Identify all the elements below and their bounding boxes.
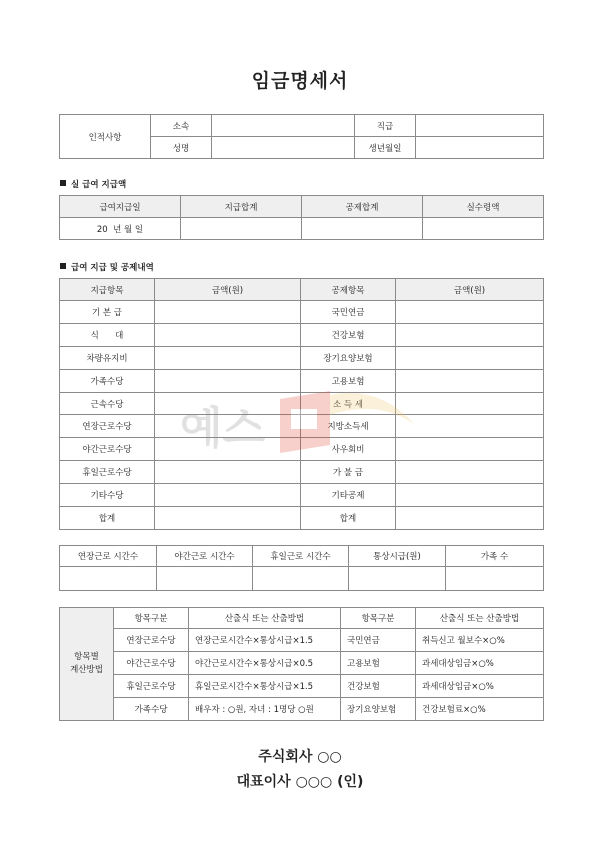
- pay-item-label: 차량유지비: [60, 346, 155, 369]
- header-pay-item: 지급항목: [60, 279, 155, 301]
- night-hours-field[interactable]: [157, 567, 253, 591]
- family-count-field[interactable]: [446, 567, 544, 591]
- deduction-item-label: 장기요양보험: [301, 346, 396, 369]
- affiliation-field[interactable]: [212, 115, 355, 137]
- section-details-title: 급여 지급 및 공제내역: [60, 261, 154, 273]
- deduction-item-label: 기타공제: [301, 484, 396, 507]
- deduction-amount-field[interactable]: [396, 461, 544, 484]
- deduction-item-label: 소 득 세: [301, 392, 396, 415]
- header-pay-date: 급여지급일: [60, 196, 181, 218]
- pay-total-label: 합계: [60, 507, 155, 530]
- net-pay-field[interactable]: [423, 218, 544, 240]
- section-net-pay-title: 실 급여 지급액: [60, 178, 126, 190]
- deduction-amount-field[interactable]: [396, 415, 544, 438]
- company-name: 주식회사 ○○: [258, 749, 342, 765]
- calc-formula: 야간근로시간수×통상시급×0.5: [189, 652, 341, 675]
- calc-item-label: 휴일근로수당: [114, 675, 189, 698]
- svg-text:예스: 예스: [180, 403, 266, 454]
- pay-item-label: 식 대: [60, 323, 155, 346]
- header-item-category: 항목구분: [341, 608, 416, 629]
- affiliation-label: 소속: [151, 115, 212, 137]
- total-deduction-field[interactable]: [302, 218, 423, 240]
- deduction-total-label: 합계: [301, 507, 396, 530]
- deduction-amount-field[interactable]: [396, 323, 544, 346]
- calc-formula: 배우자 : ○원, 자녀 : 1명당 ○원: [189, 698, 341, 721]
- work-hours-table: [59, 545, 544, 591]
- header-deduction-amount: 금액(원): [396, 279, 544, 301]
- calc-formula: 취득신고 월보수×○%: [416, 629, 544, 652]
- overtime-hours-field[interactable]: [60, 567, 157, 591]
- position-field[interactable]: [416, 115, 544, 137]
- hourly-wage-field[interactable]: [349, 567, 446, 591]
- personal-info-header: 인적사항: [60, 115, 151, 159]
- header-item-category: 항목구분: [114, 608, 189, 629]
- deduction-amount-field[interactable]: [396, 392, 544, 415]
- pay-item-label: 야간근로수당: [60, 438, 155, 461]
- pay-details-table: [59, 278, 544, 530]
- deduction-amount-field[interactable]: [396, 301, 544, 324]
- pay-item-label: 근속수당: [60, 392, 155, 415]
- calc-item-label: 국민연금: [341, 629, 416, 652]
- pay-amount-field[interactable]: [155, 346, 301, 369]
- calc-formula: 건강보험료×○%: [416, 698, 544, 721]
- deduction-item-label: 고용보험: [301, 369, 396, 392]
- deduction-item-label: 국민연금: [301, 301, 396, 324]
- total-pay-field[interactable]: [181, 218, 302, 240]
- name-label: 성명: [151, 137, 212, 159]
- calc-item-label: 가족수당: [114, 698, 189, 721]
- holiday-hours-field[interactable]: [253, 567, 349, 591]
- deduction-amount-field[interactable]: [396, 369, 544, 392]
- deduction-total-field[interactable]: [396, 507, 544, 530]
- deduction-amount-field[interactable]: [396, 484, 544, 507]
- calc-item-label: 고용보험: [341, 652, 416, 675]
- header-total-deduction: 공제합계: [302, 196, 423, 218]
- header-formula: 산출식 또는 산출방법: [189, 608, 341, 629]
- birthdate-field[interactable]: [416, 137, 544, 159]
- square-bullet-icon: [60, 263, 66, 269]
- pay-amount-field[interactable]: [155, 323, 301, 346]
- net-pay-table: [59, 195, 544, 240]
- name-field[interactable]: [212, 137, 355, 159]
- header-net-pay: 실수령액: [423, 196, 544, 218]
- pay-date-value[interactable]: 20 년 월 일: [60, 218, 181, 240]
- header-total-pay: 지급합계: [181, 196, 302, 218]
- calc-item-label: 장기요양보험: [341, 698, 416, 721]
- deduction-item-label: 건강보험: [301, 323, 396, 346]
- deduction-item-label: 가 불 금: [301, 461, 396, 484]
- calc-formula: 연장근로시간수×통상시급×1.5: [189, 629, 341, 652]
- calc-formula: 과세대상임금×○%: [416, 675, 544, 698]
- pay-item-label: 기타수당: [60, 484, 155, 507]
- header-deduction-item: 공제항목: [301, 279, 396, 301]
- pay-item-label: 휴일근로수당: [60, 461, 155, 484]
- pay-amount-field[interactable]: [155, 438, 301, 461]
- header-formula: 산출식 또는 산출방법: [416, 608, 544, 629]
- position-label: 직급: [355, 115, 416, 137]
- calc-method-header: 항목별 계산방법: [60, 608, 114, 721]
- header-family-count: 가족 수: [446, 546, 544, 567]
- pay-amount-field[interactable]: [155, 369, 301, 392]
- deduction-amount-field[interactable]: [396, 438, 544, 461]
- birthdate-label: 생년월일: [355, 137, 416, 159]
- pay-amount-field[interactable]: [155, 415, 301, 438]
- header-pay-amount: 금액(원): [155, 279, 301, 301]
- calc-item-label: 건강보험: [341, 675, 416, 698]
- calc-formula: 과세대상임금×○%: [416, 652, 544, 675]
- header-hourly-wage: 통상시급(원): [349, 546, 446, 567]
- pay-item-label: 기 본 급: [60, 301, 155, 324]
- calc-item-label: 연장근로수당: [114, 629, 189, 652]
- deduction-item-label: 지방소득세: [301, 415, 396, 438]
- pay-amount-field[interactable]: [155, 392, 301, 415]
- personal-info-table: [59, 114, 544, 159]
- calc-formula: 휴일근로시간수×통상시급×1.5: [189, 675, 341, 698]
- header-holiday-hours: 휴일근로 시간수: [253, 546, 349, 567]
- pay-item-label: 연장근로수당: [60, 415, 155, 438]
- square-bullet-icon: [60, 180, 66, 186]
- document-title: 임금명세서: [251, 70, 349, 92]
- pay-amount-field[interactable]: [155, 301, 301, 324]
- ceo-signature: 대표이사 ○○○ (인): [236, 774, 364, 790]
- deduction-item-label: 사우회비: [301, 438, 396, 461]
- deduction-amount-field[interactable]: [396, 346, 544, 369]
- calc-item-label: 야간근로수당: [114, 652, 189, 675]
- pay-item-label: 가족수당: [60, 369, 155, 392]
- calculation-method-table: [59, 607, 544, 721]
- header-night-hours: 야간근로 시간수: [157, 546, 253, 567]
- header-overtime-hours: 연장근로 시간수: [60, 546, 157, 567]
- pay-amount-field[interactable]: [155, 461, 301, 484]
- pay-amount-field[interactable]: [155, 484, 301, 507]
- pay-total-field[interactable]: [155, 507, 301, 530]
